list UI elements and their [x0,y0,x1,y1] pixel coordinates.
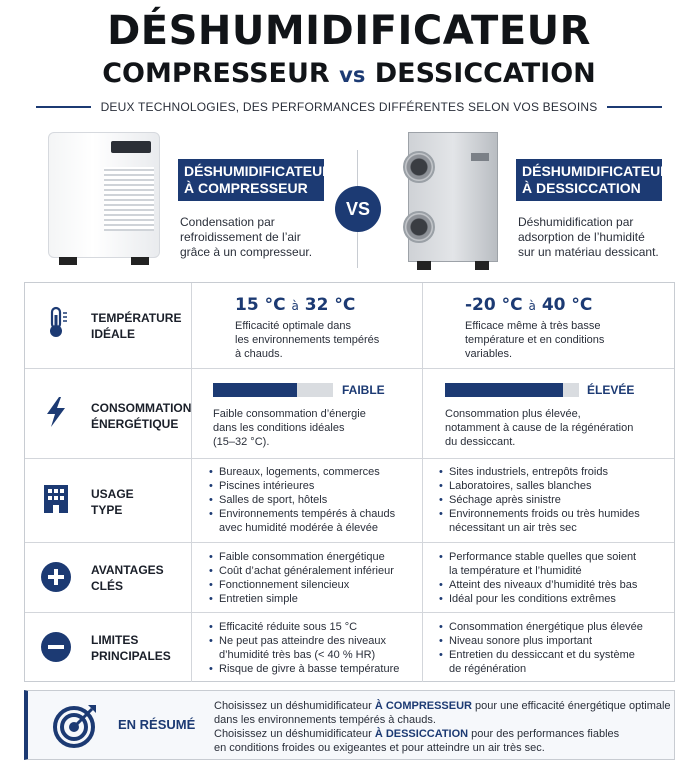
summary-fragment: pour des performances fiables [468,728,620,740]
control-panel [111,141,151,153]
compressor-limits-list [209,620,399,676]
list-item-continuation: nécessitant un air très sec [449,522,577,534]
list-item: • Atteint des niveaux d’humidité très bas [439,578,637,592]
temp-to: 32 °C [304,295,356,315]
compressor-desc-line: refroidissement de l’air [180,230,301,244]
machine-foot [131,257,149,265]
list-item: • Niveau sonore plus important [439,634,643,648]
tagline: DEUX TECHNOLOGIES, DES PERFORMANCES DIFFÉRENTES SELON VOS BESOINS [100,100,598,114]
compressor-label-line2: À COMPRESSEUR [184,180,308,196]
list-item: • Laboratoires, salles blanches [439,479,640,493]
list-item: • Sites industriels, entrepôts froids [439,465,640,479]
compressor-advantages-list [209,550,394,606]
temp-from: 15 °C [235,295,286,315]
text-line: température et en conditions [465,334,605,346]
machine-foot [475,261,489,270]
row-temperature [25,283,674,369]
summary-line [214,727,674,741]
summary-box [24,690,675,760]
desiccant-desc-line: adsorption de l’humidité [518,230,645,244]
divider-right [607,106,662,108]
compressor-desc-line: Condensation par [180,215,275,229]
text-line: du dessiccant. [445,436,516,448]
list-item: • Séchage après sinistre [439,493,640,507]
temp-sep: à [528,299,536,313]
desiccant-desc-line: sur un matériau dessicant. [518,245,659,259]
row-usage [25,459,674,543]
row-label-energy [91,400,191,432]
list-item: • Bureaux, logements, commerces [209,465,395,479]
label-line: TEMPÉRATURE [91,311,182,325]
comparison-table [24,282,675,682]
compressor-energy-badge: FAIBLE [342,383,385,397]
desiccant-advantages-list [439,550,637,606]
label-line: ÉNERGÉTIQUE [91,417,179,431]
list-item: • Entretien du dessiccant et du système [439,648,643,662]
building-icon [39,481,73,515]
temp-from: -20 °C [465,295,523,315]
page-subtitle [0,58,698,89]
desiccant-temp-text [465,319,604,361]
row-advantages [25,543,674,613]
list-item: • Environnements froids ou très humides [439,507,640,521]
list-item-continuation: d’humidité très bas (< 40 % HR) [219,649,376,661]
text-line: les environnements tempérés [235,334,380,346]
desiccant-energy-text [445,407,633,449]
plus-circle-icon [39,560,73,594]
desiccant-dehumidifier-image [408,132,498,262]
text-line: Efficace même à très basse [465,320,601,332]
label-line: TYPE [91,503,123,517]
summary-fragment: Choisissez un déshumidificateur [214,728,375,740]
row-label-temperature [91,310,181,342]
list-item: • Efficacité réduite sous 15 °C [209,620,399,634]
list-item: • Risque de givre à basse température [209,662,399,676]
text-line: Consommation plus élevée, [445,408,581,420]
vent [471,153,489,161]
list-item: • Consommation énergétique plus élevée [439,620,643,634]
summary-line: en conditions froides ou exigeantes et pour atteindre un air très sec. [214,742,545,754]
label-line: LIMITES [91,633,139,647]
target-icon [52,701,100,749]
compressor-label-line1: DÉSHUMIDIFICATEUR [184,163,333,179]
label-line: CLÉS [91,579,124,593]
compressor-label [178,159,333,201]
bar-fill [213,383,297,397]
tagline-row [36,98,662,116]
thermometer-icon [39,305,73,339]
desiccant-desc-line: Déshumidification par [518,215,634,229]
air-port [403,211,435,243]
column-divider [191,283,192,368]
machine-foot [417,261,431,270]
desiccant-label [516,159,671,201]
column-divider [422,613,423,682]
summary-line [214,699,674,713]
label-line: IDÉALE [91,327,136,341]
text-line: à chauds. [235,348,283,360]
compressor-desc-line: grâce à un compresseur. [180,245,313,259]
list-item: • Salles de sport, hôtels [209,493,395,507]
column-divider [191,459,192,542]
column-divider [422,369,423,458]
label-line: AVANTAGES [91,563,164,577]
air-port [403,151,435,183]
text-line: Efficacité optimale dans [235,320,351,332]
divider-left [36,106,91,108]
desiccant-limits-list [439,620,643,676]
column-divider [191,543,192,612]
list-item: • Entretien simple [209,592,394,606]
summary-fragment: pour une efficacité énergétique optimale [472,700,671,712]
desiccant-usage-list [439,465,640,535]
compressor-description [180,215,312,260]
subtitle-compressor: COMPRESSEUR [102,58,330,89]
list-item-continuation: la température et l’humidité [449,565,582,577]
compressor-energy-text [213,407,366,449]
label-line: CONSOMMATION [91,401,192,415]
column-divider [422,459,423,542]
page-title: DÉSHUMIDIFICATEUR [107,8,591,54]
column-divider [422,543,423,612]
desiccant-energy-bar [445,383,579,397]
row-label-limits [91,632,171,664]
subtitle-vs: vs [339,63,366,87]
list-item: • Performance stable quelles que soient [439,550,637,564]
temp-sep: à [291,299,299,313]
list-item: • Coût d’achat généralement inférieur [209,564,394,578]
column-divider [191,613,192,682]
temp-to: 40 °C [541,295,593,315]
list-item: • Idéal pour les conditions extrêmes [439,592,637,606]
desiccant-temp-range [465,295,592,315]
text-line: variables. [465,348,513,360]
list-item-continuation: avec humidité modérée à élevée [219,522,378,534]
compressor-usage-list [209,465,395,535]
label-line: PRINCIPALES [91,649,171,663]
desiccant-label-line2: À DESSICCATION [522,180,641,196]
desiccant-energy-badge: ÉLEVÉE [587,383,635,397]
list-item: • Faible consommation énergétique [209,550,394,564]
compressor-temp-text [235,319,379,361]
summary-label: EN RÉSUMÉ [118,717,196,732]
text-line: notamment à cause de la régénération [445,422,634,434]
compressor-temp-range [235,295,355,315]
summary-fragment: Choisissez un déshumidificateur [214,700,375,712]
column-divider [422,283,423,368]
list-item: • Environnements tempérés à chauds [209,507,395,521]
row-limits [25,613,674,682]
summary-text [214,699,674,755]
list-item: • Ne peut pas atteindre des niveaux [209,634,399,648]
air-grille [104,167,154,231]
summary-highlight: À DESSICCATION [374,728,469,740]
compressor-energy-bar [213,383,333,397]
compressor-dehumidifier-image [48,132,160,258]
summary-line: dans les environnements tempérés à chauds. [214,714,436,726]
row-label-usage [91,486,134,518]
machine-foot [59,257,77,265]
subtitle-desiccation: DESSICCATION [374,58,596,89]
row-energy [25,369,674,459]
bar-fill [445,383,563,397]
list-item-continuation: de régénération [449,663,527,675]
desiccant-description [518,215,659,260]
vs-badge: VS [335,186,381,232]
text-line: (15–32 °C). [213,436,270,448]
minus-circle-icon [39,630,73,664]
text-line: Faible consommation d’énergie [213,408,366,420]
label-line: USAGE [91,487,134,501]
summary-highlight: À COMPRESSEUR [374,700,472,712]
lightning-icon [39,395,73,429]
row-label-advantages [91,562,164,594]
text-line: dans les conditions idéales [213,422,345,434]
list-item: • Fonctionnement silencieux [209,578,394,592]
list-item: • Piscines intérieures [209,479,395,493]
desiccant-label-line1: DÉSHUMIDIFICATEUR [522,163,671,179]
